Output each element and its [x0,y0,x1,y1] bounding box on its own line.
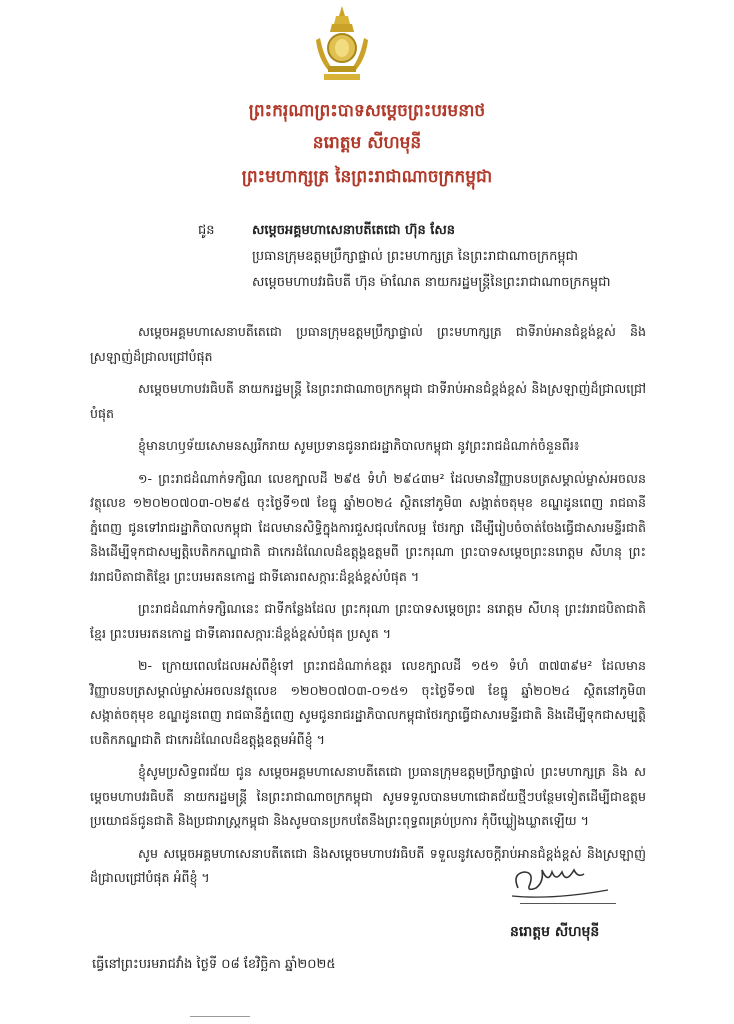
signatory-name: នរោត្តម សីហមុនី [510,924,600,940]
to-label: ជូន [198,223,215,238]
paragraph-3: ខ្ញុំមានហឫទ័យសោមនស្សរីករាយ សូមប្រទានជូនរាជរដ្ឋាភិបាលកម្ពុជា នូវព្រះរាជដំណាក់ចំនួនពីរ៖ [138,438,580,453]
signature-line [520,903,616,904]
paragraph-5: ព្រះរាជដំណាក់ទក្សិណនេះ ជាទីកន្លែងដែល ព្រះករុណា ព្រះបាទសម្តេចព្រះ នរោត្តម សីហនុ ព្រះវររាជបិតាជាតិខ្មែរ ព្រះបរមរតនកោដ្ឋ ជាទីគោរពសក្ការៈដ៏ខ្ពង់ខ្ពស់បំផុត ប្រសូត ។ [90,601,646,641]
header-king-name: នរោត្តម សីហមុនី [312,133,422,153]
paragraph-8: សូម សម្តេចអគ្គមហាសេនាបតីតេជោ និងសម្តេចមហាបវរធិបតី ទទួលនូវសេចក្តីរាប់អានជំខ្ពង់ខ្ពស់ និងស្រឡាញ់ដ៏ជ្រាលជ្រៅបំផុត អំពីខ្ញុំ ។ [90,845,646,885]
header-king-title: ព្រះមហាក្សត្រ នៃព្រះរាជាណាចក្រកម្ពុជា [241,167,493,187]
recipient-1-title: ប្រធានក្រុមឧត្តមប្រឹក្សាផ្ទាល់ ព្រះមហាក្សត្រ នៃព្រះរាជាណាចក្រកម្ពុជា [252,249,579,264]
date-line: ធ្វើនៅព្រះបរមរាជវាំង ថ្ងៃទី ០៨ ខែវិច្ឆិកា ឆ្នាំ២០២៥ [92,957,336,972]
recipient-2: សម្តេចមហាបវរធិបតី ហ៊ុន ម៉ាណែត នាយករដ្ឋមន្ត្រីនៃព្រះរាជាណាចក្រកម្ពុជា [252,275,611,290]
paragraph-6: ២- ក្រោយពេលដែលអស់ពីខ្ញុំទៅ ព្រះរាជដំណាក់ឧត្តរ លេខក្បាលដី ១៥១ ទំហំ ៣៧៣៩ម² ដែលមានវិញ្ញាបនបត្រសម្គាល់ម្ចាស់អចលនវត្ថុលេខ ១២០២០៧០៣-០១៥១ ចុះថ្ងៃទី១៧ ខែធ្នូ ឆ្នាំ២០២៤ ស្ថិតនៅភូមិ៣ សង្កាត់ចតុមុខ ខណ្ឌដូនពេញ រាជធានីភ្នំពេញ សូមជូនរាជរដ្ឋាភិបាលកម្ពុជាថែរក្សាធ្វើជាសារមន្ទីរជាតិ និងដើម្បីទុកជាសម្បត្តិបេតិកភណ្ឌជាតិ ជាកេរដំណែលដ៏ឧត្តុង្គឧត្តមអំពីខ្ញុំ ។ [90,658,646,747]
header-royal-title: ព្រះករុណាព្រះបាទសម្តេចព្រះបរមនាថ [248,101,486,121]
paragraph-4: ១- ព្រះរាជដំណាក់ទក្សិណ លេខក្បាលដី ២៩៥ ទំហំ ២៩៤៣ម² ដែលមានវិញ្ញាបនបត្រសម្គាល់ម្ចាស់អចលនវត្ថុលេខ ១២០២០៧០៣-០២៩៥ ចុះថ្ងៃទី១៧ ខែធ្នូ ឆ្នាំ២០២៤ ស្ថិតនៅភូមិ៣ សង្កាត់ចតុមុខ ខណ្ឌដូនពេញ រាជធានីភ្នំពេញ ជូនទៅរាជរដ្ឋាភិបាលកម្ពុជា ដែលមានសិទ្ធិក្នុងការជួសជុលកែលម្អ ថែរក្សា ដើម្បីរៀបចំចាត់ចែងធ្វើជាសារមន្ទីរជាតិ និងដើម្បីទុកជាសម្បត្តិបេតិកភណ្ឌជាតិ ជាកេរដំណែលដ៏ឧត្តុង្គឧត្តមពី ព្រះករុណា ព្រះបាទសម្តេចព្រះនរោត្តម សីហនុ ព្រះវររាជបិតាជាតិខ្មែរ ព្រះបរមរតនកោដ្ឋ ជាទីគោរពសក្ការៈដ៏ខ្ពង់ខ្ពស់បំផុត ។ [90,470,646,584]
footer-mark [190,1016,250,1017]
paragraph-1: សម្តេចអគ្គមហាសេនាបតីតេជោ ប្រធានក្រុមឧត្តមប្រឹក្សាផ្ទាល់ ព្រះមហាក្សត្រ ជាទីរាប់អានជំខ្ពង់ខ្ពស់ និងស្រឡាញ់ដ៏ជ្រាលជ្រៅបំផុត [90,324,646,364]
royal-emblem-icon [316,4,368,82]
paragraph-7: ខ្ញុំសូមប្រសិទ្ធពរជ័យ ជូន សម្តេចអគ្គមហាសេនាបតីតេជោ ប្រធានក្រុមឧត្តមប្រឹក្សាផ្ទាល់ ព្រះមហាក្សត្រ និង សម្តេចមហាបវរធិបតី នាយករដ្ឋមន្ត្រី នៃព្រះរាជាណាចក្រកម្ពុជា សូមទទួលបានមហាជោគជ័យថ្មីៗបន្ថែមទៀតដើម្បីជាឧត្តមប្រយោជន៍ជូនជាតិ និងប្រជារាស្ត្រកម្ពុជា និងសូមបានប្រកបតែនឹងព្រះពុទ្ធពរគ្រប់ប្រការ កុំបីឃ្លៀងឃ្លាតឡើយ ។ [90,764,646,828]
recipient-1: សម្តេចអគ្គមហាសេនាបតីតេជោ ហ៊ុន សែន [252,223,455,238]
handwritten-signature-icon [498,848,618,908]
paragraph-2: សម្តេចមហាបវរធិបតី នាយករដ្ឋមន្ត្រី នៃព្រះរាជាណាចក្រកម្ពុជា ជាទីរាប់អានជំខ្ពង់ខ្ពស់ និងស្រឡាញ់ដ៏ជ្រាលជ្រៅបំផុត [90,381,646,421]
letter-body [90,320,646,899]
